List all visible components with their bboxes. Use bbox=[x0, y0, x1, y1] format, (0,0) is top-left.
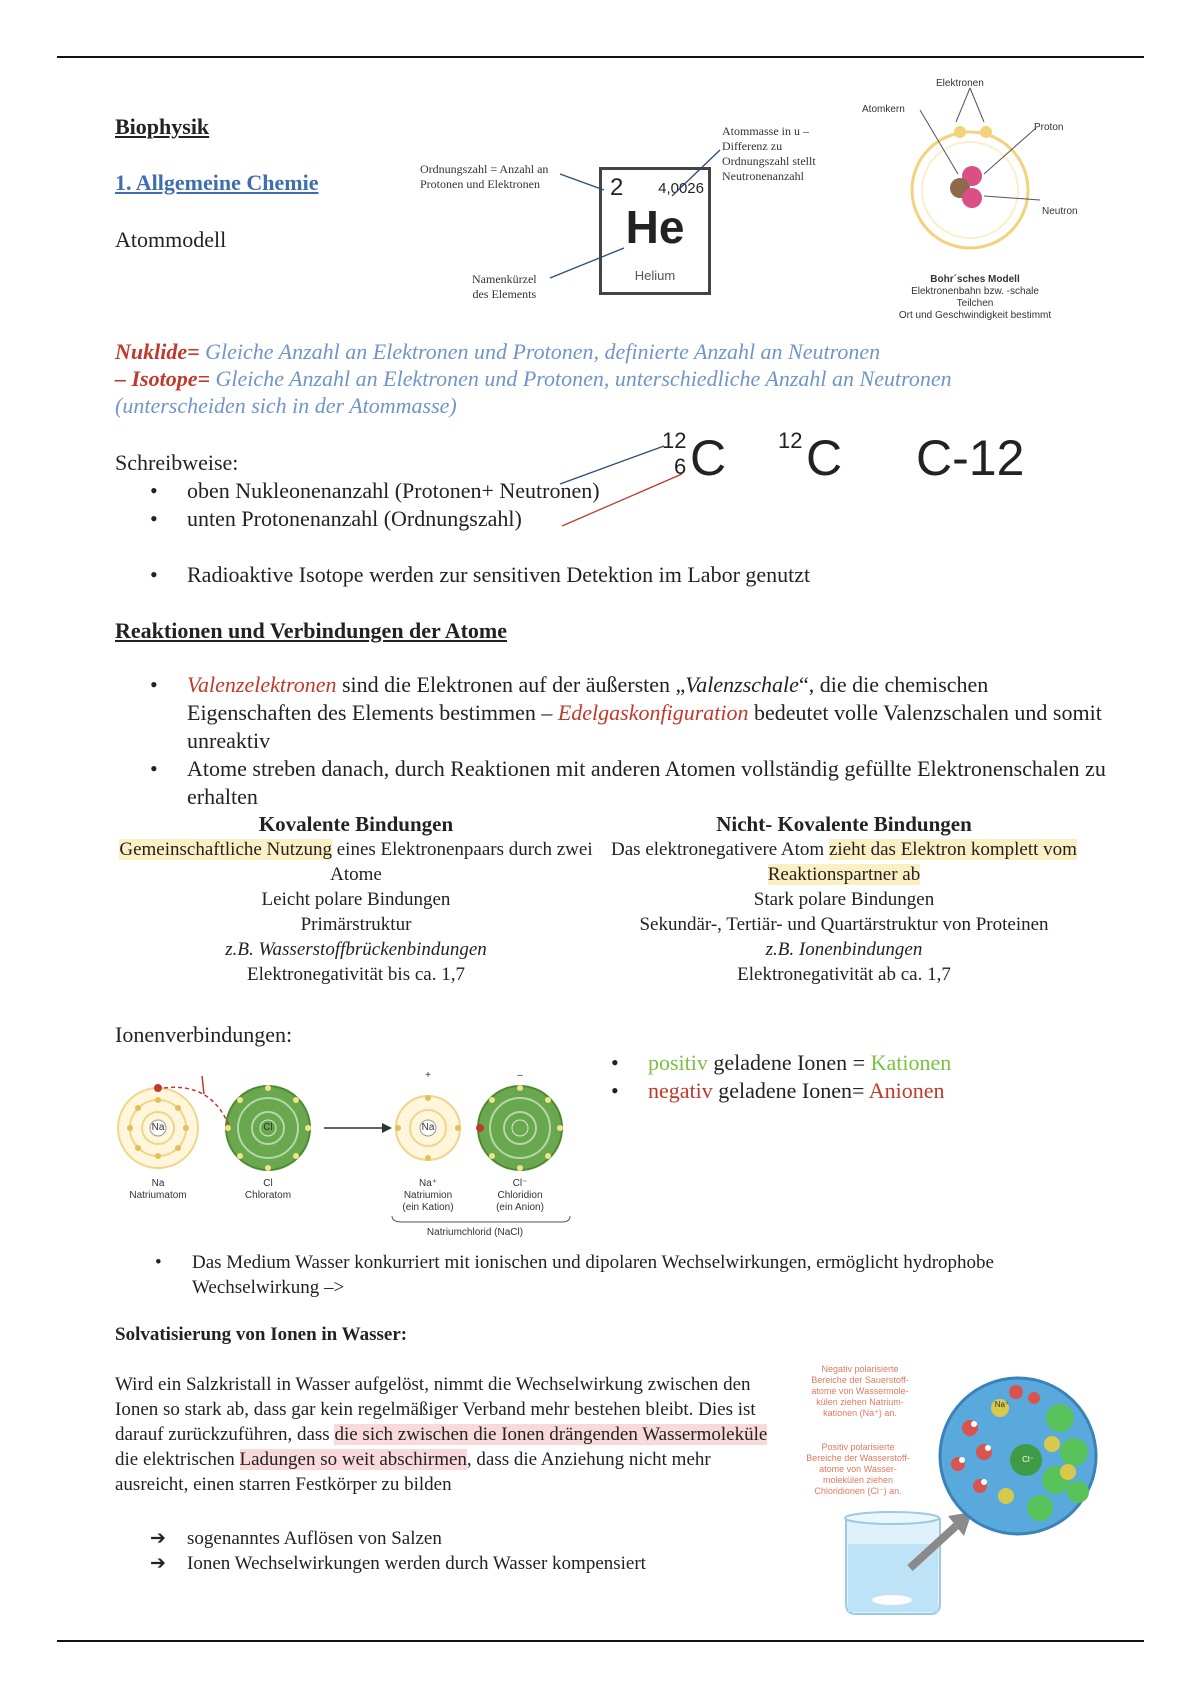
bohr-caption: Bohr´sches Modell Elektronenbahn bzw. -schale Teilchen Ort und Geschwindigkeit bestimmt bbox=[898, 274, 1052, 321]
noncovalent-heading: Nicht- Kovalente Bindungen bbox=[716, 812, 972, 836]
noncovalent-line-4: z.B. Ionenbindungen bbox=[765, 939, 923, 960]
solvation-note-2: Positiv polarisierte Bereiche der Wasserstoff- atome von Wasser- molekülen ziehen Chloridionen (Cl⁻) an. bbox=[806, 1442, 910, 1496]
nuklide-definition: Nuklide= Gleiche Anzahl an Elektronen und Protonen, definierte Anzahl an Neutronen bbox=[115, 339, 881, 364]
valence-electrons-item: • Valenzelektronen sind die Elektronen auf der äußersten „Valenzschale“, die die chemischen Eigenschaften des Elements bestimmen – Edelgaskonfiguration bedeutet volle Valenzschalen und somit unreaktiv bbox=[150, 671, 1110, 755]
radio-isotope-item: • Radioaktive Isotope werden zur sensitiven Detektion im Labor genutzt bbox=[150, 561, 810, 589]
label-sodium-atom: Na Natriumatom bbox=[129, 1178, 187, 1201]
solvation-cl-label: Cl⁻ bbox=[1022, 1455, 1034, 1464]
solvation-note-1: Negativ polarisierte Bereiche der Sauerstoff- atome von Wassermole- külen ziehen Natrium- kationen (Na⁺) an. bbox=[811, 1364, 909, 1418]
isotope-symbol-1: 12 6 C bbox=[662, 428, 727, 486]
noncovalent-line-5: Elektronegativität ab ca. 1,7 bbox=[737, 964, 951, 985]
noncovalent-line-3: Sekundär-, Tertiär- und Quartärstruktur von Proteinen bbox=[639, 914, 1049, 935]
ions-heading: Ionenverbindungen: bbox=[115, 1022, 293, 1047]
note-element-symbol: Namenkürzel des Elements bbox=[472, 272, 537, 301]
cl-symbol: Cl bbox=[263, 1122, 273, 1133]
bohr-label-proton: Proton bbox=[1034, 122, 1064, 133]
label-sodium-chloride: Natriumchlorid (NaCl) bbox=[426, 1227, 524, 1238]
plus-sign: + bbox=[425, 1070, 431, 1081]
label-sodium-ion: Na⁺ Natriumion (ein Kation) bbox=[402, 1178, 454, 1213]
solvation-illustration bbox=[830, 1368, 1100, 1618]
ion-types-list bbox=[611, 1049, 951, 1105]
notation-pointer-lines bbox=[0, 0, 1200, 540]
covalent-line-2: Leicht polare Bindungen bbox=[261, 889, 451, 910]
note-atomic-number: Ordnungszahl = Anzahl an Protonen und Elektronen bbox=[420, 162, 549, 191]
chloride-ion bbox=[476, 1085, 563, 1171]
isotope-definition-cont: (unterscheiden sich in der Atommasse) bbox=[115, 393, 457, 418]
atomic-mass: 4,0026 bbox=[658, 180, 704, 197]
covalent-line-5: Elektronegativität bis ca. 1,7 bbox=[247, 964, 465, 985]
solvation-paragraph: Wird ein Salzkristall in Wasser aufgelöst, nimmt die Wechselwirkung zwischen den Ionen so stark ab, dass gar kein regelmäßiger Verband mehr bestehen bleibt. Dies ist darauf zurückzuführen, dass die sich zwischen die Ionen drängenden Wassermoleküle die elektrischen Ladungen so weit abschirmen, dass die Anziehung nicht mehr ausreicht, einen starren Festkörper zu bilden bbox=[115, 1374, 768, 1495]
bottom-rule bbox=[57, 1640, 1144, 1642]
notation-item-bottom: • unten Protonenanzahl (Ordnungszahl) bbox=[150, 505, 710, 533]
isotope-symbol-2: 12 C bbox=[778, 428, 843, 486]
bohr-label-neutron: Neutron bbox=[1042, 206, 1078, 217]
noncovalent-column bbox=[600, 811, 1088, 987]
na-symbol: Na bbox=[151, 1122, 165, 1133]
covalent-line-3: Primärstruktur bbox=[300, 914, 412, 935]
radio-list bbox=[150, 561, 810, 589]
label-chlorine-atom: Cl Chloratom bbox=[244, 1178, 292, 1201]
water-note-list bbox=[155, 1250, 1100, 1300]
covalent-heading: Kovalente Bindungen bbox=[258, 812, 454, 836]
full-shell-item: • Atome streben danach, durch Reaktionen mit anderen Atomen vollständig gefüllte Elektronenschalen zu erhalten bbox=[150, 755, 1110, 811]
element-symbol: He bbox=[625, 201, 685, 253]
noncovalent-line-2: Stark polare Bindungen bbox=[753, 889, 935, 910]
covalent-column bbox=[112, 811, 600, 987]
isotope-symbol-3: C-12 bbox=[916, 430, 1025, 486]
anion-item: • negativ geladene Ionen= Anionen bbox=[611, 1077, 951, 1105]
bohr-label-electrons: Elektronen bbox=[936, 78, 984, 89]
noncovalent-definition: Das elektronegativere Atom zieht das Elektron komplett vom Reaktionspartner ab bbox=[611, 839, 1077, 885]
reactions-list bbox=[150, 671, 1110, 811]
solvation-heading: Solvatisierung von Ionen in Wasser: bbox=[115, 1324, 408, 1345]
atomic-number: 2 bbox=[610, 174, 624, 201]
bohr-label-nucleus: Atomkern bbox=[862, 104, 905, 115]
solvation-arrow-list bbox=[150, 1526, 800, 1576]
water-note-item: • Das Medium Wasser konkurriert mit ionischen und dipolaren Wechselwirkungen, ermöglicht hydrophobe Wechselwirkung –> bbox=[155, 1250, 1100, 1300]
subject-title: Biophysik bbox=[115, 114, 210, 139]
solvation-na-label: Na⁺ bbox=[994, 1400, 1010, 1409]
minus-sign: – bbox=[517, 1070, 523, 1081]
section-atommodell: Atommodell bbox=[115, 227, 227, 252]
note-atomic-mass: Atommasse in u – Differenz zu Ordnungszahl stellt Neutronenanzahl bbox=[722, 124, 816, 183]
covalent-line-4: z.B. Wasserstoffbrückenbindungen bbox=[225, 939, 487, 960]
isotope-definition: – Isotope= Gleiche Anzahl an Elektronen und Protonen, unterschiedliche Anzahl an Neutronen bbox=[115, 366, 952, 391]
cation-item: • positiv geladene Ionen = Kationen bbox=[611, 1049, 951, 1077]
element-name: Helium bbox=[634, 268, 676, 283]
solvation-arrow-1: ➔ sogenanntes Auflösen von Salzen bbox=[150, 1526, 800, 1551]
reactions-heading: Reaktionen und Verbindungen der Atome bbox=[115, 618, 508, 643]
notation-label: Schreibweise: bbox=[115, 450, 239, 475]
na-ion-symbol: Na bbox=[421, 1122, 435, 1133]
solvation-arrow-2: ➔ Ionen Wechselwirkungen werden durch Wasser kompensiert bbox=[150, 1551, 800, 1576]
chapter-title: 1. Allgemeine Chemie bbox=[115, 170, 319, 195]
notation-item-top: • oben Nukleonenanzahl (Protonen+ Neutronen) bbox=[150, 477, 710, 505]
covalent-definition: Gemeinschaftliche Nutzung eines Elektronenpaars durch zwei Atome bbox=[119, 839, 593, 885]
label-chloride-ion: Cl⁻ Chloridion (ein Anion) bbox=[496, 1178, 544, 1213]
